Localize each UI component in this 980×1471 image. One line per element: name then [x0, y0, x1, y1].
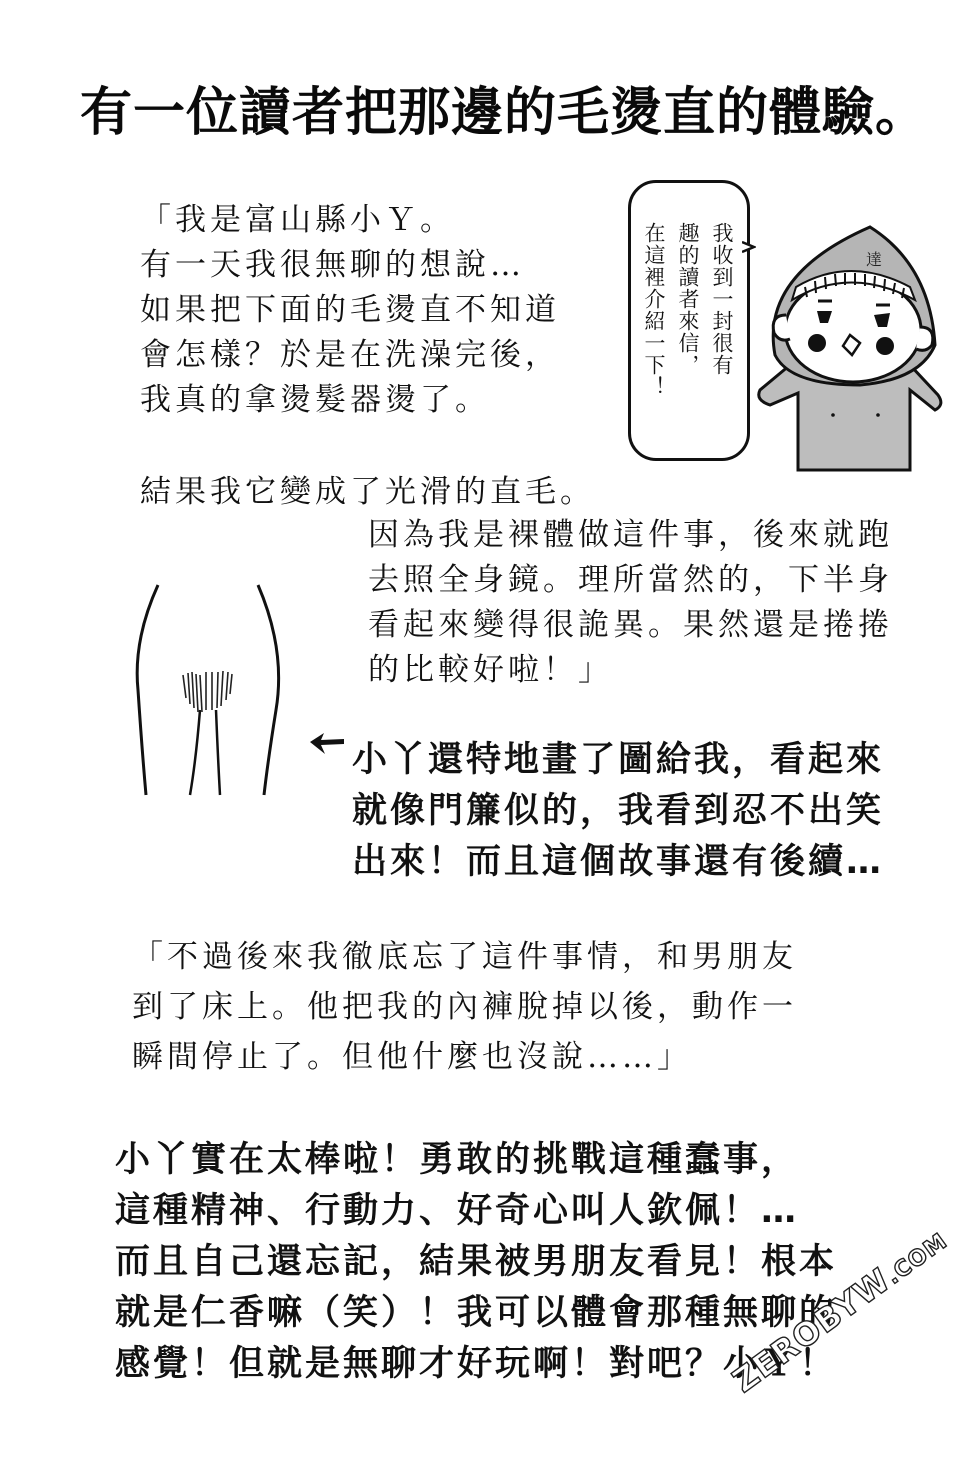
text-line: 如果把下面的毛燙直不知道 [140, 292, 560, 328]
watermark-main: ZEROBYW [725, 1260, 898, 1400]
bubble-column: 我收到一封很有 [710, 222, 734, 376]
reader-letter-mirror [368, 513, 893, 693]
text-line: 有一天我很無聊的想說… [140, 247, 525, 283]
speech-bubble-text [640, 222, 735, 437]
text-line: 這種精神、行動力、好奇心叫人欽佩！… [115, 1191, 800, 1231]
reader-letter-followup [132, 932, 797, 1082]
text-line: 出來！而且這個故事還有後續… [352, 842, 885, 882]
bubble-column: 趣的讀者來信， [676, 222, 700, 376]
reader-letter-intro [140, 198, 560, 423]
text-line: 「我是富山縣小Ｙ。 [140, 202, 455, 238]
reader-letter-result [140, 470, 595, 515]
text-line: 因為我是裸體做這件事，後來就跑 [368, 517, 893, 553]
text-line: 小丫還特地畫了圖給我，看起來 [352, 740, 885, 780]
author-comment-drawing [352, 735, 884, 888]
bubble-column: 在這裡介紹一下！ [642, 222, 666, 398]
text-line: 小丫實在太棒啦！勇敢的挑戰這種蠢事， [115, 1140, 800, 1180]
left-arrow-icon [308, 731, 348, 757]
author-comment-closing [115, 1135, 837, 1390]
text-line: 我真的拿燙髮器燙了。 [140, 382, 490, 418]
text-line: 就像門簾似的，我看到忍不出笑 [352, 791, 885, 831]
text-line: 會怎樣？於是在洗澡完後， [140, 337, 560, 373]
reader-sketch [128, 580, 288, 800]
text-line: 就是仁香嘛（笑）！我可以體會那種無聊的 [115, 1293, 838, 1333]
text-line: 「不過後來我徹底忘了這件事情，和男朋友 [132, 939, 797, 975]
svg-text:達: 達 [866, 250, 883, 269]
page-title: 有一位讀者把那邊的毛燙直的體驗。 [80, 83, 929, 143]
text-line: 瞬間停止了。但他什麼也沒說……」 [132, 1039, 692, 1075]
text-line: 而且自己還忘記，結果被男朋友看見！根本 [115, 1242, 838, 1282]
watermark-suffix: .COM [881, 1228, 953, 1290]
text-line: 看起來變得很詭異。果然還是捲捲 [368, 607, 893, 643]
hooded-mascot-icon [750, 215, 950, 475]
text-line: 去照全身鏡。理所當然的，下半身 [368, 562, 893, 598]
text-line: 到了床上。他把我的內褲脫掉以後，動作一 [132, 989, 797, 1025]
text-line: 結果我它變成了光滑的直毛。 [140, 474, 595, 510]
text-line: 的比較好啦！」 [368, 652, 613, 688]
text-line: 感覺！但就是無聊才好玩啊！對吧？小Ｙ！ [115, 1344, 838, 1384]
